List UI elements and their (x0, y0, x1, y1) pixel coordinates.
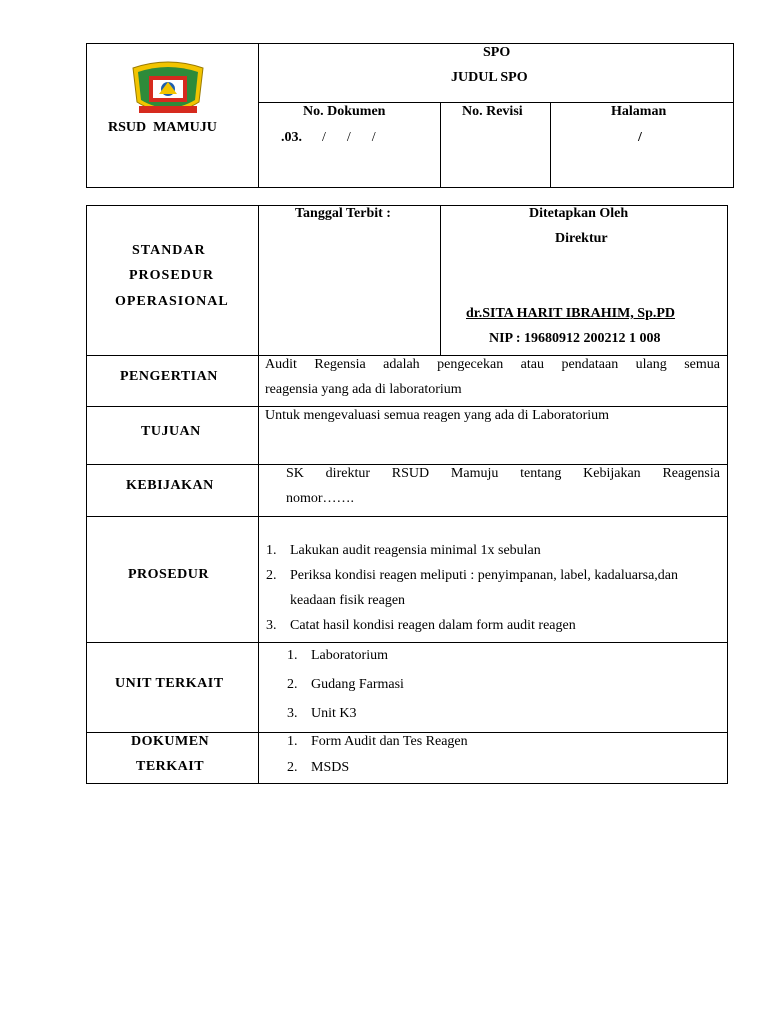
kebijakan-line: SK direktur RSUD Mamuju tentang Kebijakan Reagensia (286, 466, 720, 481)
kebijakan-line: nomor……. (286, 491, 355, 506)
table-divider (258, 205, 259, 784)
doc-type: SPO (483, 45, 511, 60)
table-divider (86, 355, 728, 356)
unit-item-number: 2. (287, 677, 298, 692)
section-label-unit-terkait: UNIT TERKAIT (115, 676, 224, 691)
unit-item-text: Gudang Farmasi (311, 677, 404, 692)
table-divider (86, 406, 728, 407)
section-label-pengertian: PENGERTIAN (120, 369, 218, 384)
halaman-value: / (638, 130, 642, 145)
no-revisi-label: No. Revisi (462, 104, 523, 119)
pengertian-line: Audit Regensia adalah pengecekan atau pendataan ulang semua (265, 357, 720, 372)
header-divider (550, 102, 551, 188)
prosedur-item-number: 2. (266, 568, 277, 583)
no-dokumen-value: .03. (281, 130, 302, 145)
prosedur-item-text: keadaan fisik reagen (290, 593, 406, 608)
dokumen-item-text: Form Audit dan Tes Reagen (311, 734, 468, 749)
tujuan-text: Untuk mengevaluasi semua reagen yang ada di Laboratorium (265, 408, 610, 423)
pengertian-line: reagensia yang ada di laboratorium (265, 382, 462, 397)
halaman-label: Halaman (611, 104, 667, 119)
table-divider (86, 642, 728, 643)
sop-title-line: PROSEDUR (129, 268, 215, 283)
header-divider (258, 102, 734, 103)
tanggal-terbit-label: Tanggal Terbit : (295, 206, 391, 221)
table-divider (86, 732, 728, 733)
section-label-kebijakan: KEBIJAKAN (126, 478, 214, 493)
ditetapkan-oleh: Ditetapkan Oleh (529, 206, 629, 221)
table-divider (440, 205, 441, 355)
section-label-prosedur: PROSEDUR (128, 567, 210, 582)
header-divider (258, 43, 259, 188)
hospital-name: RSUD MAMUJU (108, 120, 217, 135)
table-divider (86, 464, 728, 465)
prosedur-item-text: Periksa kondisi reagen meliputi : penyimpanan, label, kadaluarsa,dan (290, 568, 678, 583)
signatory-name: dr.SITA HARIT IBRAHIM, Sp.PD (466, 306, 676, 321)
signatory-nip: NIP : 19680912 200212 1 008 (489, 331, 661, 346)
table-divider (86, 516, 728, 517)
direktur-title: Direktur (555, 231, 608, 246)
unit-item-text: Unit K3 (311, 706, 357, 721)
sop-title-line: OPERASIONAL (115, 294, 229, 309)
header-divider (440, 102, 441, 188)
section-label-dokumen-terkait: DOKUMEN (131, 734, 210, 749)
hospital-logo (129, 58, 207, 120)
sop-title-line: STANDAR (132, 243, 206, 258)
doc-title: JUDUL SPO (451, 70, 528, 85)
no-dokumen-label: No. Dokumen (303, 104, 386, 119)
unit-item-number: 1. (287, 648, 298, 663)
dokumen-item-number: 2. (287, 760, 298, 775)
section-label-tujuan: TUJUAN (141, 424, 201, 439)
prosedur-item-number: 3. (266, 618, 277, 633)
dokumen-item-text: MSDS (311, 760, 350, 775)
prosedur-item-text: Lakukan audit reagensia minimal 1x sebulan (290, 543, 541, 558)
prosedur-item-text: Catat hasil kondisi reagen dalam form audit reagen (290, 618, 576, 633)
prosedur-item-number: 1. (266, 543, 277, 558)
unit-item-number: 3. (287, 706, 298, 721)
no-dokumen-slashes: / / / (322, 130, 376, 145)
dokumen-item-number: 1. (287, 734, 298, 749)
unit-item-text: Laboratorium (311, 648, 388, 663)
sop-table (86, 205, 728, 784)
section-label-dokumen-terkait: TERKAIT (136, 759, 205, 774)
